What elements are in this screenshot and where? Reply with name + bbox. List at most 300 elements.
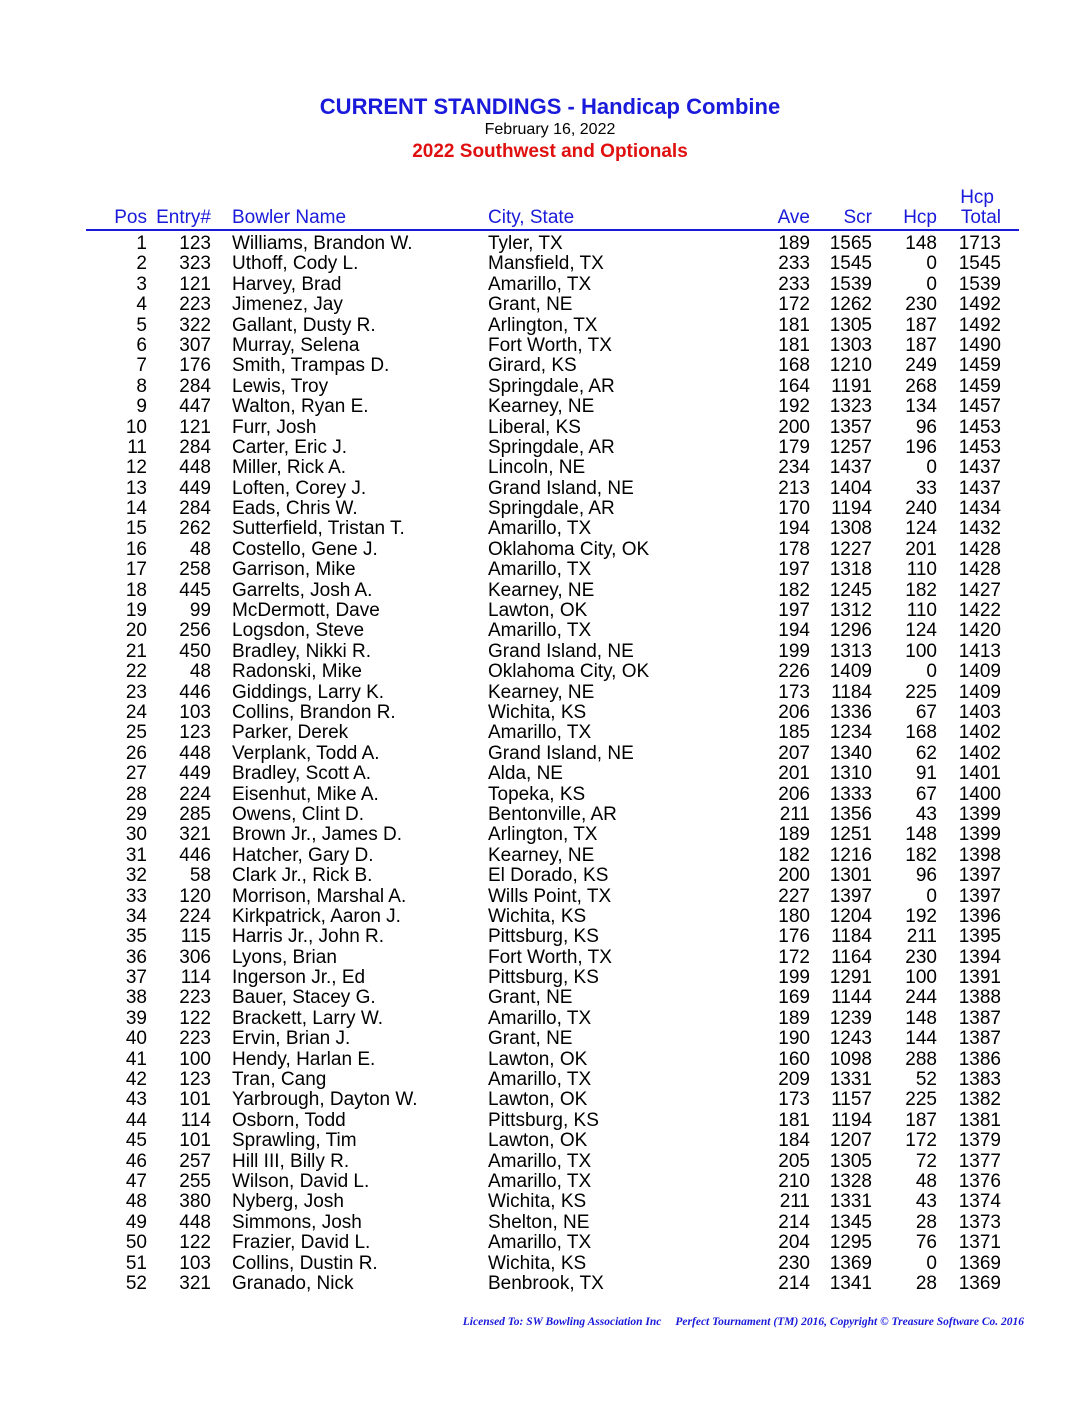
- row-city-state: Amarillo, TX: [488, 273, 592, 295]
- table-row: [0, 234, 1088, 254]
- row-scr: 1239: [829, 1007, 872, 1029]
- row-hcp: 244: [905, 987, 937, 1009]
- row-city-state: Bentonville, AR: [488, 803, 617, 825]
- row-scr: 1194: [831, 498, 872, 520]
- row-pos: 6: [136, 334, 147, 356]
- row-scr: 1318: [829, 559, 872, 581]
- row-hcp: 110: [906, 600, 937, 622]
- row-city-state: Amarillo, TX: [488, 1007, 592, 1029]
- row-bowler-name: Owens, Clint D.: [232, 803, 364, 825]
- row-ave: 173: [778, 1089, 810, 1111]
- row-hcp-total: 1382: [958, 1089, 1001, 1111]
- row-entry: 114: [180, 967, 211, 989]
- row-scr: 1210: [829, 355, 872, 377]
- row-hcp: 134: [905, 396, 937, 418]
- row-city-state: Liberal, KS: [488, 416, 581, 438]
- row-scr: 1312: [829, 600, 872, 622]
- row-bowler-name: Bauer, Stacey G.: [232, 987, 376, 1009]
- row-pos: 46: [125, 1150, 147, 1172]
- table-row: [0, 316, 1088, 336]
- row-pos: 21: [125, 640, 147, 662]
- row-pos: 4: [136, 294, 147, 316]
- row-hcp-total: 1373: [958, 1211, 1001, 1233]
- row-hcp: 230: [905, 294, 937, 316]
- table-row: [0, 336, 1088, 356]
- table-row: [0, 1213, 1088, 1233]
- row-hcp: 196: [905, 436, 937, 458]
- table-row: [0, 418, 1088, 438]
- row-city-state: Grant, NE: [488, 1028, 573, 1050]
- row-scr: 1303: [829, 334, 872, 356]
- row-ave: 172: [778, 294, 810, 316]
- row-city-state: Oklahoma City, OK: [488, 538, 650, 560]
- row-hcp-total: 1369: [958, 1272, 1001, 1294]
- row-hcp: 172: [905, 1130, 937, 1152]
- row-hcp-total: 1401: [958, 763, 1001, 785]
- row-pos: 28: [125, 783, 147, 805]
- row-ave: 234: [778, 457, 810, 479]
- row-hcp-total: 1413: [958, 640, 1001, 662]
- row-entry: 223: [179, 1028, 211, 1050]
- row-hcp-total: 1376: [958, 1170, 1001, 1192]
- row-entry: 448: [179, 1211, 211, 1233]
- row-scr: 1404: [829, 477, 872, 499]
- row-bowler-name: Loften, Corey J.: [232, 477, 367, 499]
- row-bowler-name: Jimenez, Jay: [232, 294, 343, 316]
- row-ave: 205: [778, 1150, 810, 1172]
- header-scr: Scr: [843, 207, 872, 228]
- row-hcp: 100: [905, 967, 937, 989]
- row-bowler-name: Lyons, Brian: [232, 946, 337, 968]
- row-pos: 45: [125, 1130, 147, 1152]
- row-hcp: 124: [905, 518, 937, 540]
- row-hcp: 0: [926, 885, 937, 907]
- row-bowler-name: Carter, Eric J.: [232, 436, 348, 458]
- row-hcp: 43: [915, 1191, 937, 1213]
- row-pos: 2: [136, 253, 147, 275]
- row-scr: 1310: [829, 763, 872, 785]
- row-pos: 52: [125, 1272, 147, 1294]
- table-row: [0, 1254, 1088, 1274]
- row-pos: 32: [125, 865, 147, 887]
- table-row: [0, 825, 1088, 845]
- row-pos: 14: [125, 498, 147, 520]
- row-bowler-name: Yarbrough, Dayton W.: [232, 1089, 418, 1111]
- row-city-state: Oklahoma City, OK: [488, 661, 650, 683]
- row-ave: 178: [778, 538, 810, 560]
- row-ave: 173: [778, 681, 810, 703]
- row-hcp: 52: [915, 1069, 937, 1091]
- row-scr: 1296: [829, 620, 872, 642]
- row-hcp: 225: [905, 1089, 937, 1111]
- row-hcp: 76: [915, 1232, 937, 1254]
- row-entry: 450: [179, 640, 211, 662]
- row-ave: 233: [778, 253, 810, 275]
- table-row: [0, 1274, 1088, 1294]
- row-entry: 99: [189, 600, 211, 622]
- table-row: [0, 519, 1088, 539]
- row-bowler-name: Logsdon, Steve: [232, 620, 365, 642]
- row-hcp: 67: [915, 701, 937, 723]
- table-row: [0, 377, 1088, 397]
- row-city-state: Springdale, AR: [488, 498, 615, 520]
- row-pos: 41: [125, 1048, 147, 1070]
- row-entry: 123: [179, 722, 211, 744]
- row-bowler-name: Ervin, Brian J.: [232, 1028, 351, 1050]
- row-pos: 36: [125, 946, 147, 968]
- row-bowler-name: Morrison, Marshal A.: [232, 885, 407, 907]
- table-row: [0, 621, 1088, 641]
- row-bowler-name: Uthoff, Cody L.: [232, 253, 359, 275]
- row-bowler-name: Costello, Gene J.: [232, 538, 378, 560]
- table-row: [0, 499, 1088, 519]
- row-hcp-total: 1428: [958, 538, 1001, 560]
- row-city-state: Pittsburg, KS: [488, 1109, 599, 1131]
- table-row: [0, 907, 1088, 927]
- row-city-state: Amarillo, TX: [488, 722, 592, 744]
- row-bowler-name: Bradley, Scott A.: [232, 763, 372, 785]
- row-hcp: 0: [926, 253, 937, 275]
- row-scr: 1397: [829, 885, 872, 907]
- row-pos: 20: [125, 620, 147, 642]
- row-bowler-name: Giddings, Larry K.: [232, 681, 385, 703]
- row-hcp-total: 1453: [958, 416, 1001, 438]
- row-entry: 262: [179, 518, 211, 540]
- row-pos: 35: [125, 926, 147, 948]
- row-bowler-name: Garrelts, Josh A.: [232, 579, 373, 601]
- row-bowler-name: Simmons, Josh: [232, 1211, 362, 1233]
- row-entry: 380: [179, 1191, 211, 1213]
- row-ave: 190: [778, 1028, 810, 1050]
- table-row: [0, 295, 1088, 315]
- row-ave: 214: [778, 1211, 810, 1233]
- table-row: [0, 1233, 1088, 1253]
- table-row: [0, 866, 1088, 886]
- row-bowler-name: Murray, Selena: [232, 334, 360, 356]
- row-scr: 1262: [829, 294, 872, 316]
- row-pos: 43: [125, 1089, 147, 1111]
- row-scr: 1341: [829, 1272, 872, 1294]
- row-ave: 160: [778, 1048, 810, 1070]
- row-ave: 211: [779, 1191, 810, 1213]
- row-city-state: Lawton, OK: [488, 1048, 588, 1070]
- row-hcp-total: 1371: [958, 1232, 1001, 1254]
- row-hcp: 148: [905, 824, 937, 846]
- row-pos: 5: [136, 314, 147, 336]
- row-ave: 200: [778, 416, 810, 438]
- row-hcp-total: 1395: [958, 926, 1001, 948]
- row-city-state: Amarillo, TX: [488, 1170, 592, 1192]
- row-hcp: 72: [915, 1150, 937, 1172]
- row-city-state: Lawton, OK: [488, 1089, 588, 1111]
- row-city-state: Shelton, NE: [488, 1211, 590, 1233]
- row-bowler-name: Brown Jr., James D.: [232, 824, 402, 846]
- row-hcp: 110: [906, 559, 937, 581]
- row-entry: 120: [179, 885, 211, 907]
- row-hcp: 0: [926, 273, 937, 295]
- row-entry: 224: [179, 783, 211, 805]
- row-scr: 1345: [829, 1211, 872, 1233]
- row-bowler-name: Miller, Rick A.: [232, 457, 347, 479]
- header-entry: Entry#: [156, 207, 211, 228]
- row-city-state: Amarillo, TX: [488, 1069, 592, 1091]
- row-ave: 184: [778, 1130, 810, 1152]
- row-ave: 199: [778, 640, 810, 662]
- table-row: [0, 540, 1088, 560]
- row-scr: 1539: [829, 273, 872, 295]
- row-hcp: 28: [915, 1211, 937, 1233]
- row-pos: 7: [136, 355, 147, 377]
- row-bowler-name: Smith, Trampas D.: [232, 355, 390, 377]
- row-hcp-total: 1369: [958, 1252, 1001, 1274]
- row-entry: 224: [179, 905, 211, 927]
- row-bowler-name: Hatcher, Gary D.: [232, 844, 374, 866]
- row-scr: 1251: [829, 824, 872, 846]
- page-title: CURRENT STANDINGS - Handicap Combine: [319, 94, 781, 119]
- row-pos: 31: [125, 844, 147, 866]
- row-entry: 103: [179, 701, 211, 723]
- row-scr: 1356: [829, 803, 872, 825]
- table-row: [0, 560, 1088, 580]
- row-bowler-name: Brackett, Larry W.: [232, 1007, 383, 1029]
- row-hcp-total: 1403: [958, 701, 1001, 723]
- row-bowler-name: Williams, Brandon W.: [232, 233, 413, 254]
- row-hcp-total: 1432: [958, 518, 1001, 540]
- table-row: [0, 275, 1088, 295]
- row-entry: 445: [179, 579, 211, 601]
- row-hcp: 144: [905, 1028, 937, 1050]
- row-ave: 179: [778, 436, 810, 458]
- row-entry: 257: [179, 1150, 211, 1172]
- row-scr: 1098: [829, 1048, 872, 1070]
- row-hcp-total: 1397: [958, 885, 1001, 907]
- row-ave: 210: [778, 1170, 810, 1192]
- row-hcp: 96: [915, 865, 937, 887]
- row-bowler-name: Tran, Cang: [232, 1069, 327, 1091]
- row-entry: 48: [189, 661, 211, 683]
- row-hcp: 168: [905, 722, 937, 744]
- row-hcp-total: 1713: [958, 233, 1001, 254]
- row-hcp: 192: [905, 905, 937, 927]
- row-ave: 181: [778, 1109, 810, 1131]
- row-scr: 1216: [829, 844, 872, 866]
- row-bowler-name: Eads, Chris W.: [232, 498, 358, 520]
- row-ave: 170: [778, 498, 810, 520]
- row-entry: 114: [180, 1109, 211, 1131]
- row-hcp-total: 1420: [958, 620, 1001, 642]
- row-city-state: Mansfield, TX: [488, 253, 604, 275]
- row-scr: 1305: [829, 1150, 872, 1172]
- header-bowler-name: Bowler Name: [232, 207, 347, 228]
- row-hcp-total: 1400: [958, 783, 1001, 805]
- row-scr: 1328: [829, 1170, 872, 1192]
- row-ave: 185: [778, 722, 810, 744]
- table-row: [0, 1009, 1088, 1029]
- row-entry: 306: [179, 946, 211, 968]
- row-hcp-total: 1397: [958, 865, 1001, 887]
- table-row: [0, 458, 1088, 478]
- row-scr: 1545: [829, 253, 872, 275]
- row-pos: 29: [125, 803, 147, 825]
- row-scr: 1305: [829, 314, 872, 336]
- row-pos: 42: [125, 1069, 147, 1091]
- header-pos: Pos: [114, 207, 147, 228]
- table-row: [0, 703, 1088, 723]
- table-row: [0, 1172, 1088, 1192]
- row-pos: 13: [125, 477, 147, 499]
- table-row: [0, 1050, 1088, 1070]
- row-scr: 1234: [829, 722, 872, 744]
- row-entry: 48: [189, 538, 211, 560]
- footer-copyright: Perfect Tournament (TM) 2016, Copyright © Treasure Software Co. 2016: [675, 1316, 1024, 1328]
- row-hcp-total: 1387: [958, 1028, 1001, 1050]
- row-ave: 182: [778, 579, 810, 601]
- row-ave: 194: [778, 620, 810, 642]
- row-scr: 1323: [829, 396, 872, 418]
- row-hcp: 0: [926, 457, 937, 479]
- row-entry: 101: [179, 1089, 211, 1111]
- row-scr: 1308: [829, 518, 872, 540]
- row-bowler-name: Garrison, Mike: [232, 559, 356, 581]
- row-city-state: Benbrook, TX: [488, 1272, 604, 1294]
- row-ave: 227: [778, 885, 810, 907]
- row-hcp-total: 1398: [958, 844, 1001, 866]
- row-bowler-name: Hendy, Harlan E.: [232, 1048, 376, 1070]
- row-entry: 284: [179, 498, 211, 520]
- row-scr: 1313: [829, 640, 872, 662]
- row-city-state: Amarillo, TX: [488, 559, 592, 581]
- row-ave: 189: [778, 1007, 810, 1029]
- row-scr: 1295: [829, 1232, 872, 1254]
- row-pos: 34: [125, 905, 147, 927]
- row-pos: 48: [125, 1191, 147, 1213]
- row-ave: 197: [778, 600, 810, 622]
- table-row: [0, 662, 1088, 682]
- row-entry: 101: [179, 1130, 211, 1152]
- row-ave: 226: [778, 661, 810, 683]
- row-bowler-name: Gallant, Dusty R.: [232, 314, 376, 336]
- row-ave: 189: [778, 233, 810, 254]
- row-scr: 1194: [831, 1109, 872, 1131]
- row-bowler-name: Clark Jr., Rick B.: [232, 865, 373, 887]
- row-bowler-name: Frazier, David L.: [232, 1232, 371, 1254]
- tournament-name: 2022 Southwest and Optionals: [412, 141, 688, 162]
- row-bowler-name: Furr, Josh: [232, 416, 317, 438]
- row-scr: 1437: [829, 457, 872, 479]
- row-entry: 321: [179, 824, 211, 846]
- row-hcp: 187: [905, 334, 937, 356]
- row-scr: 1331: [829, 1069, 872, 1091]
- row-city-state: Kearney, NE: [488, 396, 595, 418]
- table-row: [0, 601, 1088, 621]
- row-hcp-total: 1402: [958, 722, 1001, 744]
- row-bowler-name: Collins, Brandon R.: [232, 701, 396, 723]
- row-scr: 1340: [829, 742, 872, 764]
- row-scr: 1331: [829, 1191, 872, 1213]
- row-hcp: 43: [915, 803, 937, 825]
- row-hcp: 148: [905, 233, 937, 254]
- row-entry: 446: [179, 681, 211, 703]
- row-pos: 27: [125, 763, 147, 785]
- row-pos: 26: [125, 742, 147, 764]
- row-pos: 9: [136, 396, 147, 418]
- row-pos: 22: [125, 661, 147, 683]
- row-hcp: 0: [926, 661, 937, 683]
- row-city-state: Arlington, TX: [488, 314, 598, 336]
- report-date: February 16, 2022: [484, 121, 616, 138]
- row-hcp: 148: [905, 1007, 937, 1029]
- row-entry: 447: [179, 396, 211, 418]
- row-entry: 103: [179, 1252, 211, 1274]
- table-row: [0, 683, 1088, 703]
- row-entry: 446: [179, 844, 211, 866]
- header-hcp-total-top: Hcp: [960, 187, 994, 208]
- row-scr: 1301: [829, 865, 872, 887]
- row-scr: 1369: [829, 1252, 872, 1274]
- footer-license: Licensed To: SW Bowling Association Inc: [462, 1316, 662, 1328]
- row-scr: 1157: [831, 1089, 872, 1111]
- row-pos: 11: [127, 436, 147, 458]
- row-city-state: Springdale, AR: [488, 436, 615, 458]
- row-hcp-total: 1492: [958, 294, 1001, 316]
- row-entry: 176: [179, 355, 211, 377]
- row-city-state: Topeka, KS: [488, 783, 586, 805]
- row-city-state: Grant, NE: [488, 987, 573, 1009]
- row-hcp: 211: [906, 926, 937, 948]
- row-scr: 1333: [829, 783, 872, 805]
- row-hcp-total: 1394: [958, 946, 1001, 968]
- row-entry: 449: [179, 477, 211, 499]
- header-divider: [86, 229, 1019, 231]
- row-scr: 1207: [829, 1130, 872, 1152]
- row-bowler-name: Harvey, Brad: [232, 273, 342, 295]
- row-city-state: Amarillo, TX: [488, 1150, 592, 1172]
- row-hcp: 124: [905, 620, 937, 642]
- row-hcp-total: 1437: [958, 457, 1001, 479]
- row-bowler-name: Sutterfield, Tristan T.: [232, 518, 405, 540]
- row-hcp-total: 1409: [958, 661, 1001, 683]
- row-ave: 200: [778, 865, 810, 887]
- row-entry: 122: [179, 1007, 211, 1029]
- row-ave: 214: [778, 1272, 810, 1294]
- row-scr: 1245: [829, 579, 872, 601]
- row-scr: 1257: [829, 436, 872, 458]
- row-pos: 49: [125, 1211, 147, 1233]
- standings-table: [0, 234, 1088, 1294]
- row-pos: 44: [125, 1109, 147, 1131]
- row-ave: 211: [779, 803, 810, 825]
- row-hcp-total: 1457: [958, 396, 1001, 418]
- table-row: [0, 1111, 1088, 1131]
- table-row: [0, 1029, 1088, 1049]
- row-pos: 17: [125, 559, 147, 581]
- row-hcp-total: 1437: [958, 477, 1001, 499]
- row-city-state: Tyler, TX: [488, 233, 563, 254]
- row-hcp-total: 1434: [958, 498, 1001, 520]
- table-row: [0, 948, 1088, 968]
- row-bowler-name: McDermott, Dave: [232, 600, 380, 622]
- row-hcp: 100: [905, 640, 937, 662]
- row-hcp-total: 1386: [958, 1048, 1001, 1070]
- row-bowler-name: Verplank, Todd A.: [232, 742, 380, 764]
- row-entry: 284: [179, 375, 211, 397]
- table-row: [0, 1152, 1088, 1172]
- table-row: [0, 1070, 1088, 1090]
- row-city-state: Amarillo, TX: [488, 1232, 592, 1254]
- row-city-state: Fort Worth, TX: [488, 946, 612, 968]
- table-row: [0, 744, 1088, 764]
- row-bowler-name: Radonski, Mike: [232, 661, 362, 683]
